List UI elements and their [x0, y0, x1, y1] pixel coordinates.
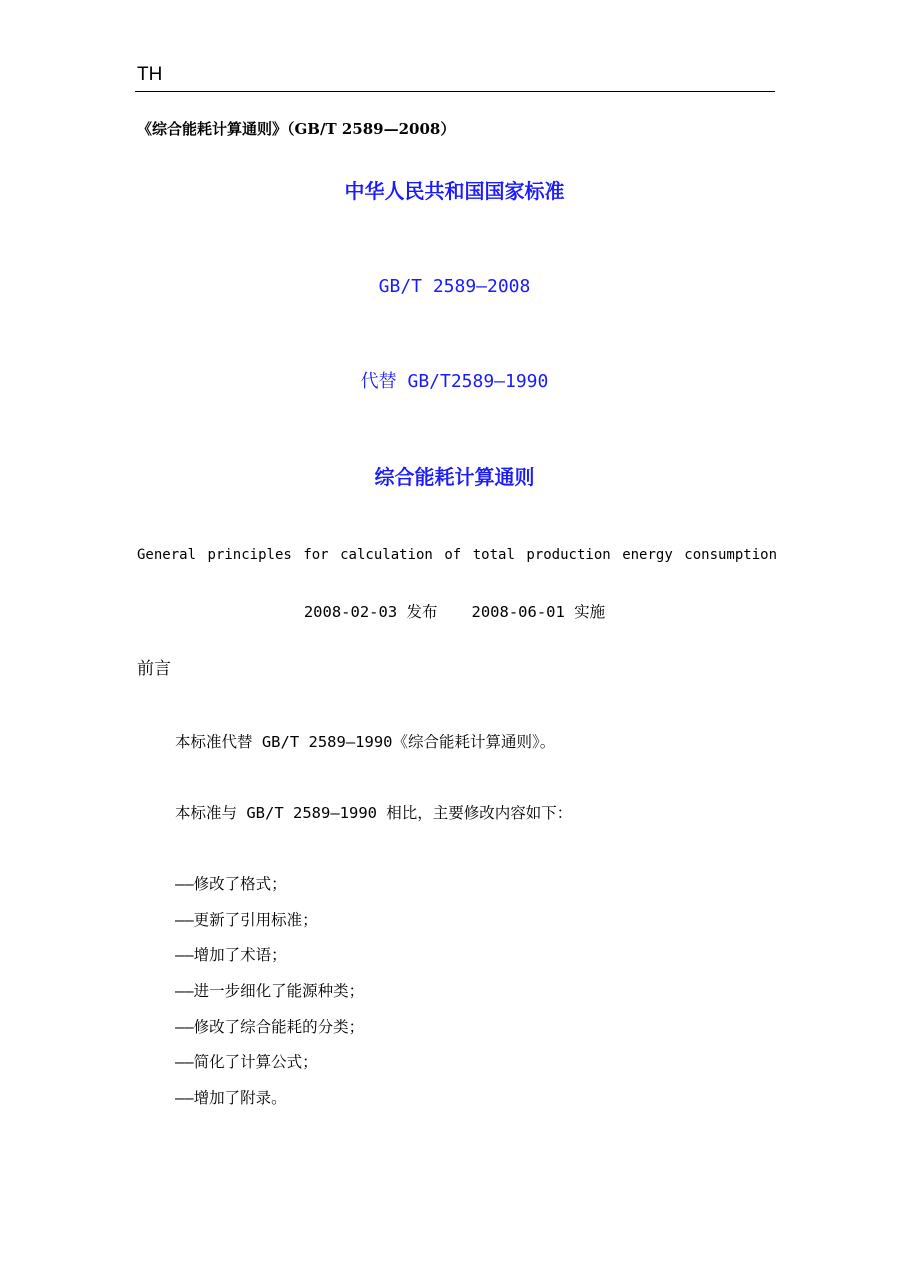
replaces-standard: 代替 GB/T2589—1990 — [360, 371, 549, 392]
changes-list — [175, 873, 364, 1123]
document-title: 综合能耗计算通则 — [374, 465, 535, 489]
standard-number: GB/T 2589—2008 — [378, 276, 531, 297]
document-reference: 《综合能耗计算通则》（GB/T 2589—2008） — [137, 120, 456, 138]
english-title: General principles for calculation of total production energy consumption — [137, 547, 777, 563]
change-item: ——增加了附录。 — [175, 1089, 287, 1108]
national-standard-heading: 中华人民共和国国家标准 — [344, 179, 565, 203]
change-item: ——修改了格式； — [175, 875, 287, 893]
preface-paragraph: 本标准代替 GB/T 2589—1990《综合能耗计算通则》。 — [175, 733, 556, 751]
change-item: ——简化了计算公式； — [175, 1053, 318, 1072]
date-line — [0, 601, 909, 623]
change-item: ——修改了综合能耗的分类； — [175, 1017, 365, 1036]
effective-date: 2008-06-01 实施 — [471, 603, 606, 621]
preface-paragraph: 本标准与 GB/T 2589—1990 相比，主要修改内容如下： — [175, 804, 573, 822]
header-mark: TH — [137, 64, 163, 85]
change-item: ——进一步细化了能源种类； — [175, 982, 365, 1001]
issue-date: 2008-02-03 发布 — [303, 603, 438, 621]
preface-heading: 前言 — [137, 659, 171, 679]
change-item: ——增加了术语； — [175, 946, 287, 965]
change-item: ——更新了引用标准； — [175, 910, 318, 929]
header-rule — [135, 91, 775, 92]
